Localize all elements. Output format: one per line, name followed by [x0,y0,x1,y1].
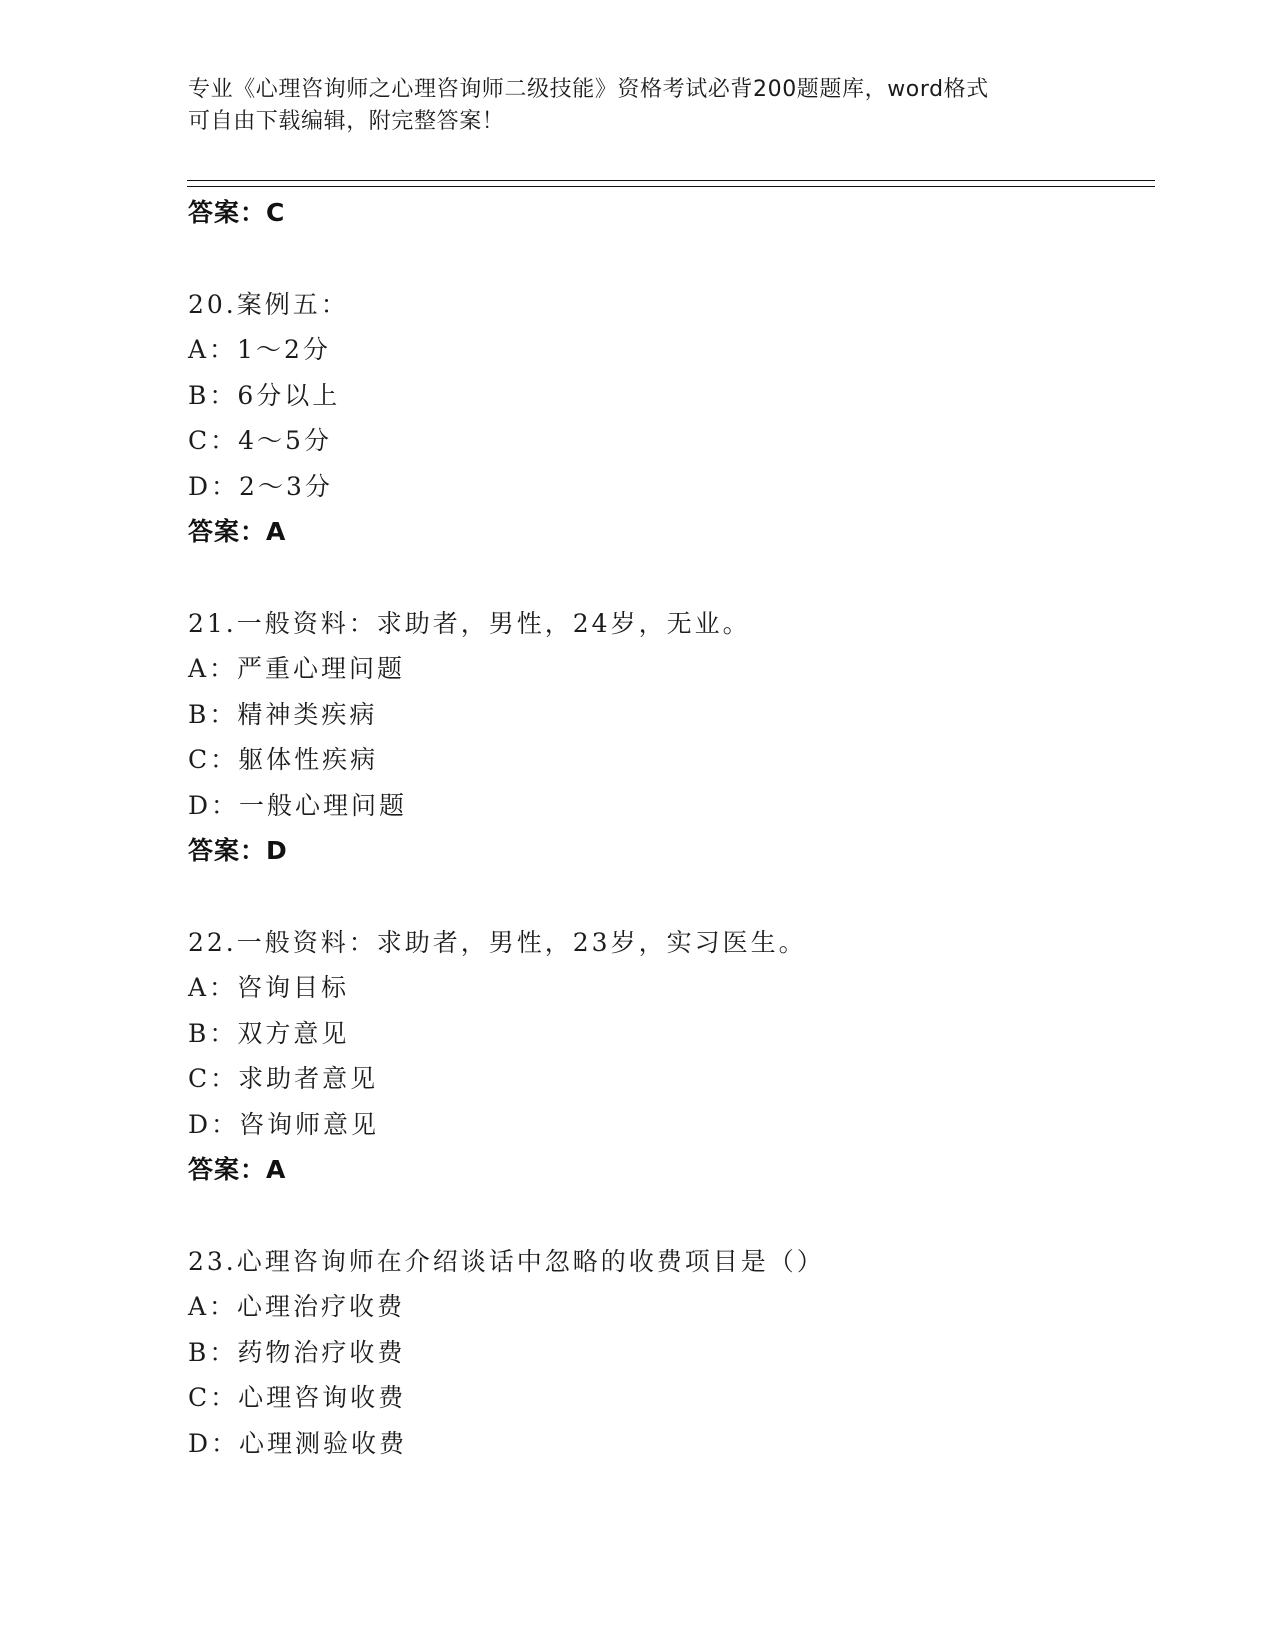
header-divider-bottom [187,186,1155,187]
answer-line: 答案：A [188,517,287,546]
question-block-23 [188,1239,1148,1467]
option-b: B：6分以上 [188,380,341,410]
spacer [188,236,1148,282]
option-c: C：4～5分 [188,426,332,455]
answer-line: 答案：D [188,836,288,865]
option-b: B：双方意见 [188,1018,350,1048]
document-header [188,74,1068,138]
question-block-22 [188,920,1148,1193]
previous-answer: 答案：C [188,198,286,227]
option-b: B：精神类疾病 [188,699,378,729]
option-c: C：躯体性疾病 [188,745,379,774]
spacer [188,555,1148,601]
option-a: A：心理治疗收费 [188,1292,406,1321]
option-b: B：药物治疗收费 [188,1337,406,1367]
question-title: 20.案例五： [188,289,349,319]
question-block-21 [188,601,1148,874]
option-d: D：2～3分 [188,471,333,501]
header-line-1: 专业《心理咨询师之心理咨询师二级技能》资格考试必背200题题库，word格式 [188,77,989,102]
option-a: A：严重心理问题 [188,654,406,683]
option-a: A：1～2分 [188,335,331,364]
option-d: D：咨询师意见 [188,1109,380,1139]
question-title: 23.心理咨询师在介绍谈话中忽略的收费项目是（） [188,1246,825,1276]
option-c: C：心理咨询收费 [188,1383,407,1412]
option-a: A：咨询目标 [188,973,350,1002]
spacer [188,1193,1148,1239]
option-d: D：一般心理问题 [188,790,408,820]
header-line-2: 可自由下载编辑，附完整答案！ [188,109,505,134]
question-title: 21.一般资料：求助者，男性，24岁，无业。 [188,608,751,638]
question-title: 22.一般资料：求助者，男性，23岁，实习医生。 [188,927,807,957]
question-list [188,190,1148,1466]
spacer [188,874,1148,920]
question-block-20 [188,282,1148,555]
option-c: C：求助者意见 [188,1064,379,1093]
option-d: D：心理测验收费 [188,1428,408,1458]
answer-line: 答案：A [188,1155,287,1184]
header-divider-top [187,180,1155,181]
